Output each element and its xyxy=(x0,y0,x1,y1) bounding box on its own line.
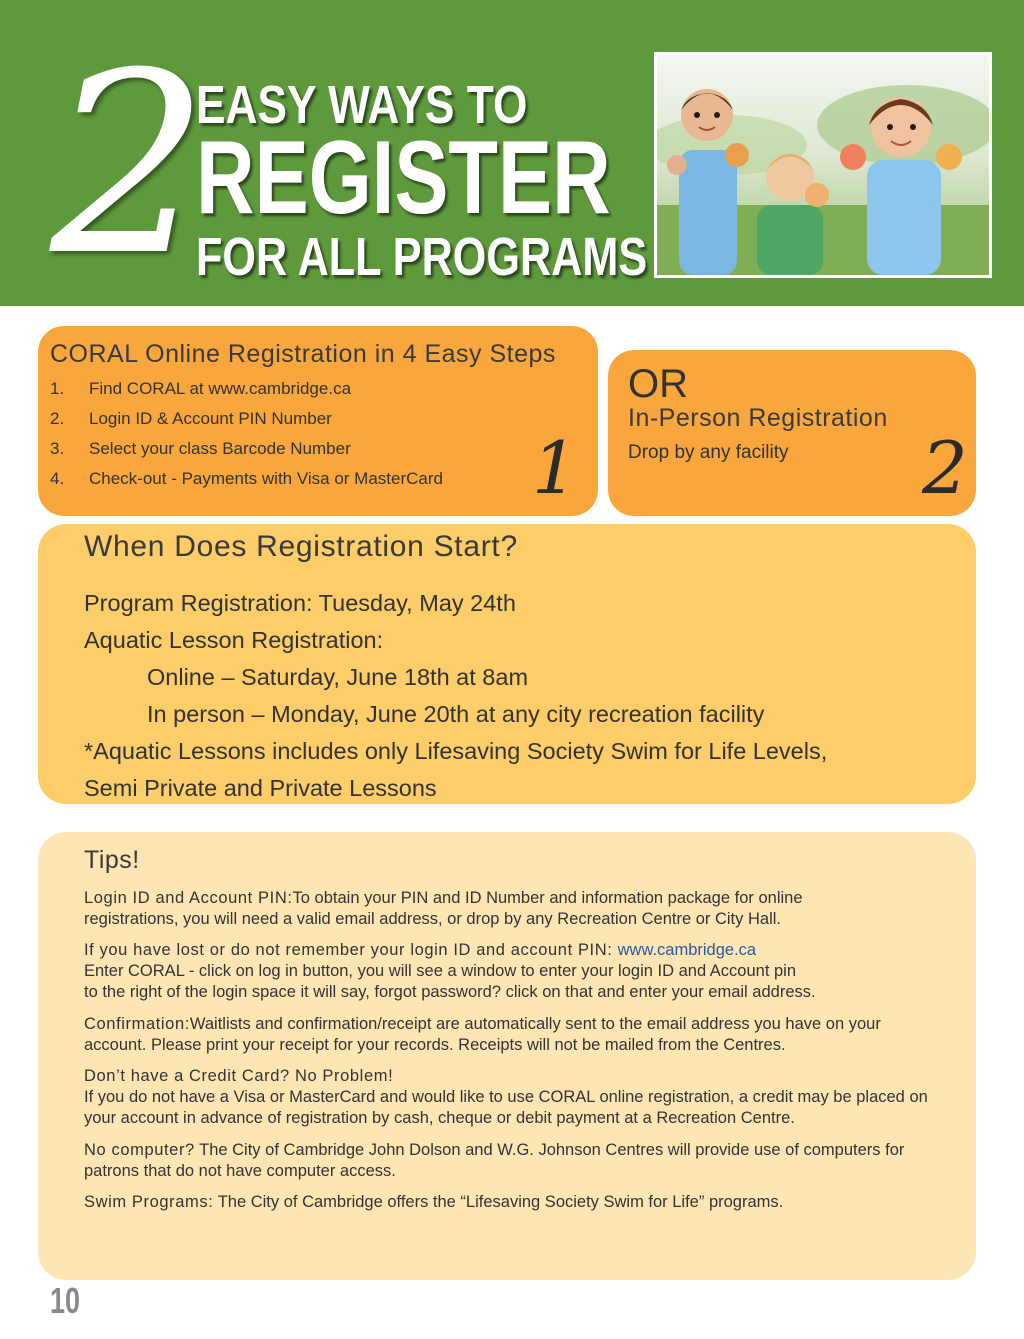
step-number: 4. xyxy=(50,469,65,488)
tip-text: The City of Cambridge offers the “Lifesaving Society Swim for Life” programs. xyxy=(213,1193,784,1211)
step-number: 1. xyxy=(50,379,65,398)
card-number-2: 2 xyxy=(922,426,968,510)
step-text: Check-out - Payments with Visa or MasterCard xyxy=(89,469,443,488)
tip-confirmation xyxy=(84,1014,881,1056)
step-text: Select your class Barcode Number xyxy=(89,439,351,458)
step-text: Find CORAL at www.cambridge.ca xyxy=(89,379,352,398)
tip-text: registrations, you will need a valid email address, or drop by any Recreation Centre or City Hall. xyxy=(84,910,781,928)
title-line-1: EASY WAYS TO xyxy=(196,75,528,135)
tip-label: Don’t have a Credit Card? No Problem! xyxy=(84,1067,394,1085)
online-registration-card xyxy=(38,326,598,516)
tips-card xyxy=(38,832,976,1280)
step-number: 3. xyxy=(50,439,65,458)
tip-text: your account in advance of registration by cash, cheque or debit payment at a Recreation Centre. xyxy=(84,1109,795,1127)
in-person-registration-card xyxy=(608,350,976,516)
step-text: Login ID & Account PIN Number xyxy=(89,409,332,428)
tip-text: patrons that do not have computer access. xyxy=(84,1162,396,1180)
or-label: OR xyxy=(628,362,688,406)
aquatic-registration-label: Aquatic Lesson Registration: xyxy=(84,627,384,653)
aquatic-note-line-1: *Aquatic Lessons includes only Lifesaving Society Swim for Life Levels, xyxy=(84,738,828,764)
cambridge-link[interactable]: www.cambridge.ca xyxy=(617,941,757,959)
aquatic-in-person-date: In person – Monday, June 20th at any city recreation facility xyxy=(147,701,765,727)
step-number: 2. xyxy=(50,409,65,428)
title-line-3: FOR ALL PROGRAMS xyxy=(196,227,648,287)
tip-label: Login ID and Account PIN: xyxy=(84,889,293,907)
tips-heading: Tips! xyxy=(84,846,140,874)
tip-lost-pin xyxy=(84,940,816,1003)
tip-text: Waitlists and confirmation/receipt are automatically sent to the email address you have on your xyxy=(189,1015,881,1033)
aquatic-online-date: Online – Saturday, June 18th at 8am xyxy=(147,664,529,690)
page-number: 10 xyxy=(50,1280,81,1321)
header-banner xyxy=(0,0,1024,310)
in-person-heading: In-Person Registration xyxy=(628,404,888,432)
children-photo-illustration xyxy=(657,55,989,275)
aquatic-note-line-2: Semi Private and Private Lessons xyxy=(84,775,437,801)
tip-text: account. Please print your receipt for your records. Receipts will not be mailed from the Centres. xyxy=(84,1036,786,1054)
tip-label: If you have lost or do not remember your login ID and account PIN: xyxy=(84,941,618,959)
when-heading: When Does Registration Start? xyxy=(84,530,518,563)
tip-login xyxy=(84,888,803,930)
registration-dates-card xyxy=(38,524,976,804)
tip-text: If you do not have a Visa or MasterCard and would like to use CORAL online registration, a credit may be placed on xyxy=(84,1088,928,1106)
tip-swim-programs xyxy=(84,1192,783,1213)
tip-label: No computer? xyxy=(84,1141,195,1159)
in-person-subtext: Drop by any facility xyxy=(628,442,789,463)
big-numeral: 2 xyxy=(50,19,210,310)
tip-text: To obtain your PIN and ID Number and information package for online xyxy=(292,889,803,907)
tip-credit-card xyxy=(84,1066,928,1129)
online-heading: CORAL Online Registration in 4 Easy Steps xyxy=(50,340,556,368)
tip-no-computer xyxy=(84,1140,904,1182)
title-line-2: REGISTER xyxy=(196,120,611,236)
tip-text: Enter CORAL - click on log in button, you will see a window to enter your login ID and Account pin xyxy=(84,962,797,980)
tip-label: Swim Programs: xyxy=(84,1193,214,1211)
tip-text: The City of Cambridge John Dolson and W.G. Johnson Centres will provide use of computers for xyxy=(194,1141,905,1159)
tip-label: Confirmation: xyxy=(84,1015,190,1033)
tip-text: to the right of the login space it will say, forgot password? click on that and enter your email address. xyxy=(84,983,816,1001)
children-photo xyxy=(654,52,992,278)
program-registration-date: Program Registration: Tuesday, May 24th xyxy=(84,590,516,616)
card-number-1: 1 xyxy=(532,426,578,510)
